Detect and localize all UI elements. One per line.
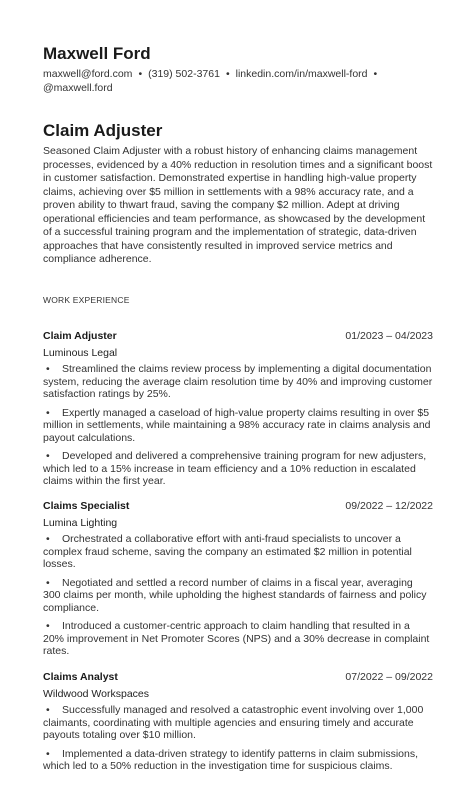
bullet-dot: • — [46, 576, 50, 589]
bullet-dot: • — [46, 620, 50, 632]
bullet-dot: • — [46, 533, 50, 545]
bullet-dot: • — [46, 704, 50, 716]
bullet-dot: • — [46, 450, 50, 462]
contact-separator: • — [373, 68, 378, 80]
contact-line — [43, 67, 433, 95]
job-dates: 01/2023 – 04/2023 — [345, 330, 433, 342]
job-title: Claim Adjuster — [43, 330, 117, 342]
job-bullet — [43, 704, 433, 742]
profile-summary: Seasoned Claim Adjuster with a robust history of enhancing claims management processes, evidenced by a 40% reduction in resolution times and a significant boost in customer satisfaction. Demonstrated expertise in handling high-value property claims, achieving over $5 million in settlements with a 98% accuracy rate, and a proven ability to thwart fraud, saving the company $2 million. Adept at driving operational efficiencies and team performance, as showcased by the development of a successful training program and the implementation of strategic, data-driven approaches that have consistently resulted in improved service metrics and compliance adherence. — [43, 145, 433, 265]
job-bullets — [43, 363, 433, 488]
job-bullet — [43, 450, 433, 488]
bullet-text: Streamlined the claims review process by implementing a digital documentation system, reducing the average claim resolution time by 40% and improving customer satisfaction ratings by 25%. — [43, 363, 433, 400]
bullet-dot: • — [46, 747, 50, 760]
job-entry — [43, 330, 433, 494]
bullet-dot: • — [46, 406, 50, 419]
contact-separator: • — [225, 68, 230, 80]
contact-handle: @maxwell.ford — [43, 82, 113, 94]
bullet-text: Successfully managed and resolved a catastrophic event involving over 1,000 claimants, coordinating with multiple agencies and ensuring timely and accurate payouts totaling over $10 million. — [43, 704, 424, 741]
job-entry — [43, 500, 433, 664]
contact-phone: (319) 502-3761 — [148, 68, 220, 80]
job-header — [43, 671, 433, 686]
job-header — [43, 330, 433, 345]
bullet-text: Negotiated and settled a record number of claims in a fiscal year, averaging 300 claims per month, while upholding the highest standards of fairness and policy compliance. — [43, 576, 427, 614]
job-bullets — [43, 533, 433, 658]
job-dates: 07/2022 – 09/2022 — [345, 671, 433, 683]
candidate-name: Maxwell Ford — [43, 44, 151, 63]
job-bullet — [43, 407, 433, 445]
bullet-dot: • — [46, 363, 50, 375]
job-bullet — [43, 533, 433, 571]
contact-email: maxwell@ford.com — [43, 68, 133, 80]
job-entry — [43, 671, 433, 779]
job-company: Lumina Lighting — [43, 517, 118, 529]
job-bullet — [43, 577, 433, 615]
bullet-text: Orchestrated a collaborative effort with anti-fraud specialists to uncover a complex fraud scheme, saving the company an estimated $2 million in potential losses. — [43, 533, 412, 570]
contact-linkedin: linkedin.com/in/maxwell-ford — [235, 68, 368, 80]
job-title: Claims Specialist — [43, 500, 130, 512]
job-title: Claims Analyst — [43, 671, 118, 683]
profile-title: Claim Adjuster — [43, 121, 163, 140]
bullet-text: Developed and delivered a comprehensive training program for new adjusters, which led to a 15% increase in team efficiency and a 10% reduction in escalated claims within the first year. — [43, 450, 427, 487]
job-bullets — [43, 704, 433, 773]
job-bullet — [43, 620, 433, 658]
work-experience-heading: WORK EXPERIENCE — [43, 295, 130, 305]
bullet-text: Expertly managed a caseload of high-value property claims resulting in over $5 million in settlements, while maintaining a 98% accuracy rate in claims analysis and payout calculations. — [43, 406, 431, 444]
job-company: Wildwood Workspaces — [43, 688, 150, 700]
job-dates: 09/2022 – 12/2022 — [345, 500, 433, 512]
contact-separator: • — [138, 68, 143, 80]
job-bullet — [43, 748, 433, 773]
job-company: Luminous Legal — [43, 347, 118, 359]
bullet-text: Implemented a data-driven strategy to identify patterns in claim submissions, which led to a 50% reduction in the investigation time for suspicious claims. — [43, 747, 419, 772]
bullet-text: Introduced a customer-centric approach to claim handling that resulted in a 20% improvement in Net Promoter Scores (NPS) and a 30% decrease in complaint rates. — [43, 620, 430, 657]
job-header — [43, 500, 433, 515]
job-bullet — [43, 363, 433, 401]
